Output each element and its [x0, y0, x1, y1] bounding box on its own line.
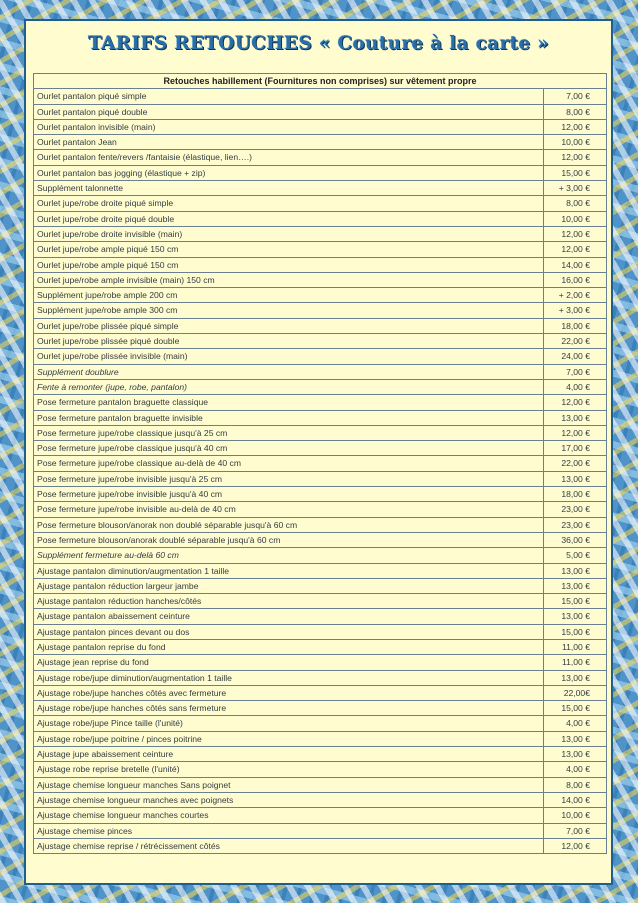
table-row [34, 471, 607, 486]
service-price: 15,00 € [544, 624, 607, 639]
service-label: Pose fermeture blouson/anorak non doublé séparable jusqu'à 60 cm [34, 517, 544, 532]
table-row [34, 609, 607, 624]
table-subtitle: Retouches habillement (Fournitures non comprises) sur vêtement propre [34, 74, 607, 89]
service-price: 7,00 € [544, 364, 607, 379]
table-row [34, 425, 607, 440]
table-row [34, 639, 607, 654]
service-price: 17,00 € [544, 441, 607, 456]
service-label: Ajustage chemise longueur manches Sans poignet [34, 777, 544, 792]
service-label: Ajustage pantalon réduction hanches/côtés [34, 594, 544, 609]
table-row [34, 181, 607, 196]
service-label: Ajustage pantalon abaissement ceinture [34, 609, 544, 624]
service-price: 15,00 € [544, 594, 607, 609]
service-price: 14,00 € [544, 257, 607, 272]
service-price: 12,00 € [544, 242, 607, 257]
service-price: + 2,00 € [544, 288, 607, 303]
service-label: Supplément doublure [34, 364, 544, 379]
table-row [34, 135, 607, 150]
service-price: 10,00 € [544, 135, 607, 150]
table-row [34, 349, 607, 364]
service-price: 12,00 € [544, 226, 607, 241]
table-row [34, 701, 607, 716]
service-price: 15,00 € [544, 701, 607, 716]
service-price: 18,00 € [544, 318, 607, 333]
service-price: 8,00 € [544, 196, 607, 211]
table-row [34, 395, 607, 410]
service-label: Ajustage robe/jupe Pince taille (l'unité) [34, 716, 544, 731]
table-header-row [34, 74, 607, 89]
service-label: Ourlet jupe/robe droite invisible (main) [34, 226, 544, 241]
table-row [34, 532, 607, 547]
table-row [34, 318, 607, 333]
service-label: Ajustage robe/jupe poitrine / pinces poitrine [34, 731, 544, 746]
service-price: 8,00 € [544, 104, 607, 119]
service-label: Supplément fermeture au-delà 60 cm [34, 548, 544, 563]
service-label: Pose fermeture pantalon braguette invisible [34, 410, 544, 425]
table-row [34, 104, 607, 119]
table-row [34, 517, 607, 532]
table-row [34, 578, 607, 593]
service-price: 11,00 € [544, 655, 607, 670]
service-label: Ourlet pantalon invisible (main) [34, 119, 544, 134]
service-price: 12,00 € [544, 150, 607, 165]
table-row [34, 150, 607, 165]
price-sheet [24, 19, 613, 885]
service-price: 23,00 € [544, 502, 607, 517]
service-price: 13,00 € [544, 747, 607, 762]
service-label: Ajustage pantalon réduction largeur jambe [34, 578, 544, 593]
service-price: 12,00 € [544, 395, 607, 410]
service-price: 13,00 € [544, 609, 607, 624]
service-label: Ourlet jupe/robe plissée piqué double [34, 334, 544, 349]
table-row [34, 272, 607, 287]
service-price: + 3,00 € [544, 303, 607, 318]
service-label: Ajustage robe/jupe diminution/augmentation 1 taille [34, 670, 544, 685]
service-label: Ourlet pantalon piqué simple [34, 89, 544, 104]
page-title: TARIFS RETOUCHES « Couture à la carte » [87, 33, 550, 54]
table-row [34, 716, 607, 731]
service-price: 36,00 € [544, 532, 607, 547]
service-label: Pose fermeture jupe/robe invisible au-delà de 40 cm [34, 502, 544, 517]
service-label: Ajustage chemise longueur manches avec poignets [34, 792, 544, 807]
table-row [34, 624, 607, 639]
service-label: Pose fermeture jupe/robe classique jusqu'à 40 cm [34, 441, 544, 456]
service-label: Ourlet jupe/robe plissée piqué simple [34, 318, 544, 333]
service-price: 4,00 € [544, 762, 607, 777]
service-label: Pose fermeture jupe/robe invisible jusqu'à 25 cm [34, 471, 544, 486]
table-row [34, 379, 607, 394]
service-price: + 3,00 € [544, 181, 607, 196]
table-row [34, 456, 607, 471]
table-row [34, 731, 607, 746]
table-row [34, 502, 607, 517]
service-label: Ajustage robe reprise bretelle (l'unité) [34, 762, 544, 777]
service-label: Ourlet pantalon piqué double [34, 104, 544, 119]
service-label: Ourlet jupe/robe droite piqué simple [34, 196, 544, 211]
service-price: 15,00 € [544, 165, 607, 180]
table-row [34, 441, 607, 456]
table-row [34, 685, 607, 700]
table-row [34, 211, 607, 226]
service-price: 12,00 € [544, 838, 607, 853]
table-row [34, 594, 607, 609]
service-label: Pose fermeture blouson/anorak doublé séparable jusqu'à 60 cm [34, 532, 544, 547]
table-row [34, 410, 607, 425]
service-label: Supplément jupe/robe ample 300 cm [34, 303, 544, 318]
service-price: 12,00 € [544, 119, 607, 134]
service-label: Ajustage robe/jupe hanches côtés avec fermeture [34, 685, 544, 700]
table-body [34, 89, 607, 854]
service-label: Ajustage robe/jupe hanches côtés sans fermeture [34, 701, 544, 716]
service-price: 14,00 € [544, 792, 607, 807]
service-label: Ajustage pantalon reprise du fond [34, 639, 544, 654]
table-row [34, 196, 607, 211]
service-label: Fente à remonter (jupe, robe, pantalon) [34, 379, 544, 394]
table-row [34, 762, 607, 777]
service-price: 12,00 € [544, 425, 607, 440]
service-price: 4,00 € [544, 379, 607, 394]
table-row [34, 165, 607, 180]
service-label: Ourlet jupe/robe droite piqué double [34, 211, 544, 226]
service-price: 22,00 € [544, 334, 607, 349]
service-label: Ajustage pantalon pinces devant ou dos [34, 624, 544, 639]
service-label: Ajustage chemise reprise / rétrécissement côtés [34, 838, 544, 853]
service-label: Ourlet pantalon Jean [34, 135, 544, 150]
service-price: 23,00 € [544, 517, 607, 532]
service-price: 13,00 € [544, 410, 607, 425]
service-label: Ajustage jean reprise du fond [34, 655, 544, 670]
service-label: Pose fermeture jupe/robe classique au-delà de 40 cm [34, 456, 544, 471]
table-row [34, 808, 607, 823]
service-label: Supplément jupe/robe ample 200 cm [34, 288, 544, 303]
service-label: Ajustage jupe abaissement ceinture [34, 747, 544, 762]
table-row [34, 242, 607, 257]
service-label: Pose fermeture jupe/robe invisible jusqu'à 40 cm [34, 487, 544, 502]
service-price: 7,00 € [544, 823, 607, 838]
service-price: 13,00 € [544, 563, 607, 578]
service-price: 10,00 € [544, 808, 607, 823]
service-price: 8,00 € [544, 777, 607, 792]
service-price: 7,00 € [544, 89, 607, 104]
service-price: 22,00€ [544, 685, 607, 700]
service-price: 13,00 € [544, 578, 607, 593]
service-label: Ajustage chemise pinces [34, 823, 544, 838]
table-row [34, 303, 607, 318]
table-row [34, 257, 607, 272]
service-price: 4,00 € [544, 716, 607, 731]
service-label: Ajustage pantalon diminution/augmentation 1 taille [34, 563, 544, 578]
service-price: 13,00 € [544, 471, 607, 486]
table-row [34, 487, 607, 502]
table-row [34, 364, 607, 379]
service-label: Pose fermeture jupe/robe classique jusqu'à 25 cm [34, 425, 544, 440]
service-price: 5,00 € [544, 548, 607, 563]
service-label: Ourlet jupe/robe ample piqué 150 cm [34, 257, 544, 272]
service-price: 16,00 € [544, 272, 607, 287]
table-row [34, 670, 607, 685]
service-label: Ourlet jupe/robe plissée invisible (main) [34, 349, 544, 364]
table-row [34, 777, 607, 792]
service-label: Ourlet jupe/robe ample invisible (main) 150 cm [34, 272, 544, 287]
table-row [34, 655, 607, 670]
service-price: 11,00 € [544, 639, 607, 654]
table-row [34, 548, 607, 563]
table-row [34, 792, 607, 807]
table-row [34, 563, 607, 578]
service-price: 13,00 € [544, 731, 607, 746]
service-label: Pose fermeture pantalon braguette classique [34, 395, 544, 410]
price-table [33, 73, 607, 854]
service-price: 18,00 € [544, 487, 607, 502]
table-row [34, 823, 607, 838]
table-row [34, 334, 607, 349]
table-row [34, 119, 607, 134]
service-price: 22,00 € [544, 456, 607, 471]
table-row [34, 747, 607, 762]
service-label: Ourlet pantalon fente/revers /fantaisie (élastique, lien….) [34, 150, 544, 165]
service-label: Ourlet jupe/robe ample piqué 150 cm [34, 242, 544, 257]
service-price: 24,00 € [544, 349, 607, 364]
table-row [34, 226, 607, 241]
service-price: 13,00 € [544, 670, 607, 685]
service-price: 10,00 € [544, 211, 607, 226]
table-row [34, 288, 607, 303]
service-label: Supplément talonnette [34, 181, 544, 196]
service-label: Ajustage chemise longueur manches courtes [34, 808, 544, 823]
table-row [34, 89, 607, 104]
service-label: Ourlet pantalon bas jogging (élastique + zip) [34, 165, 544, 180]
table-row [34, 838, 607, 853]
